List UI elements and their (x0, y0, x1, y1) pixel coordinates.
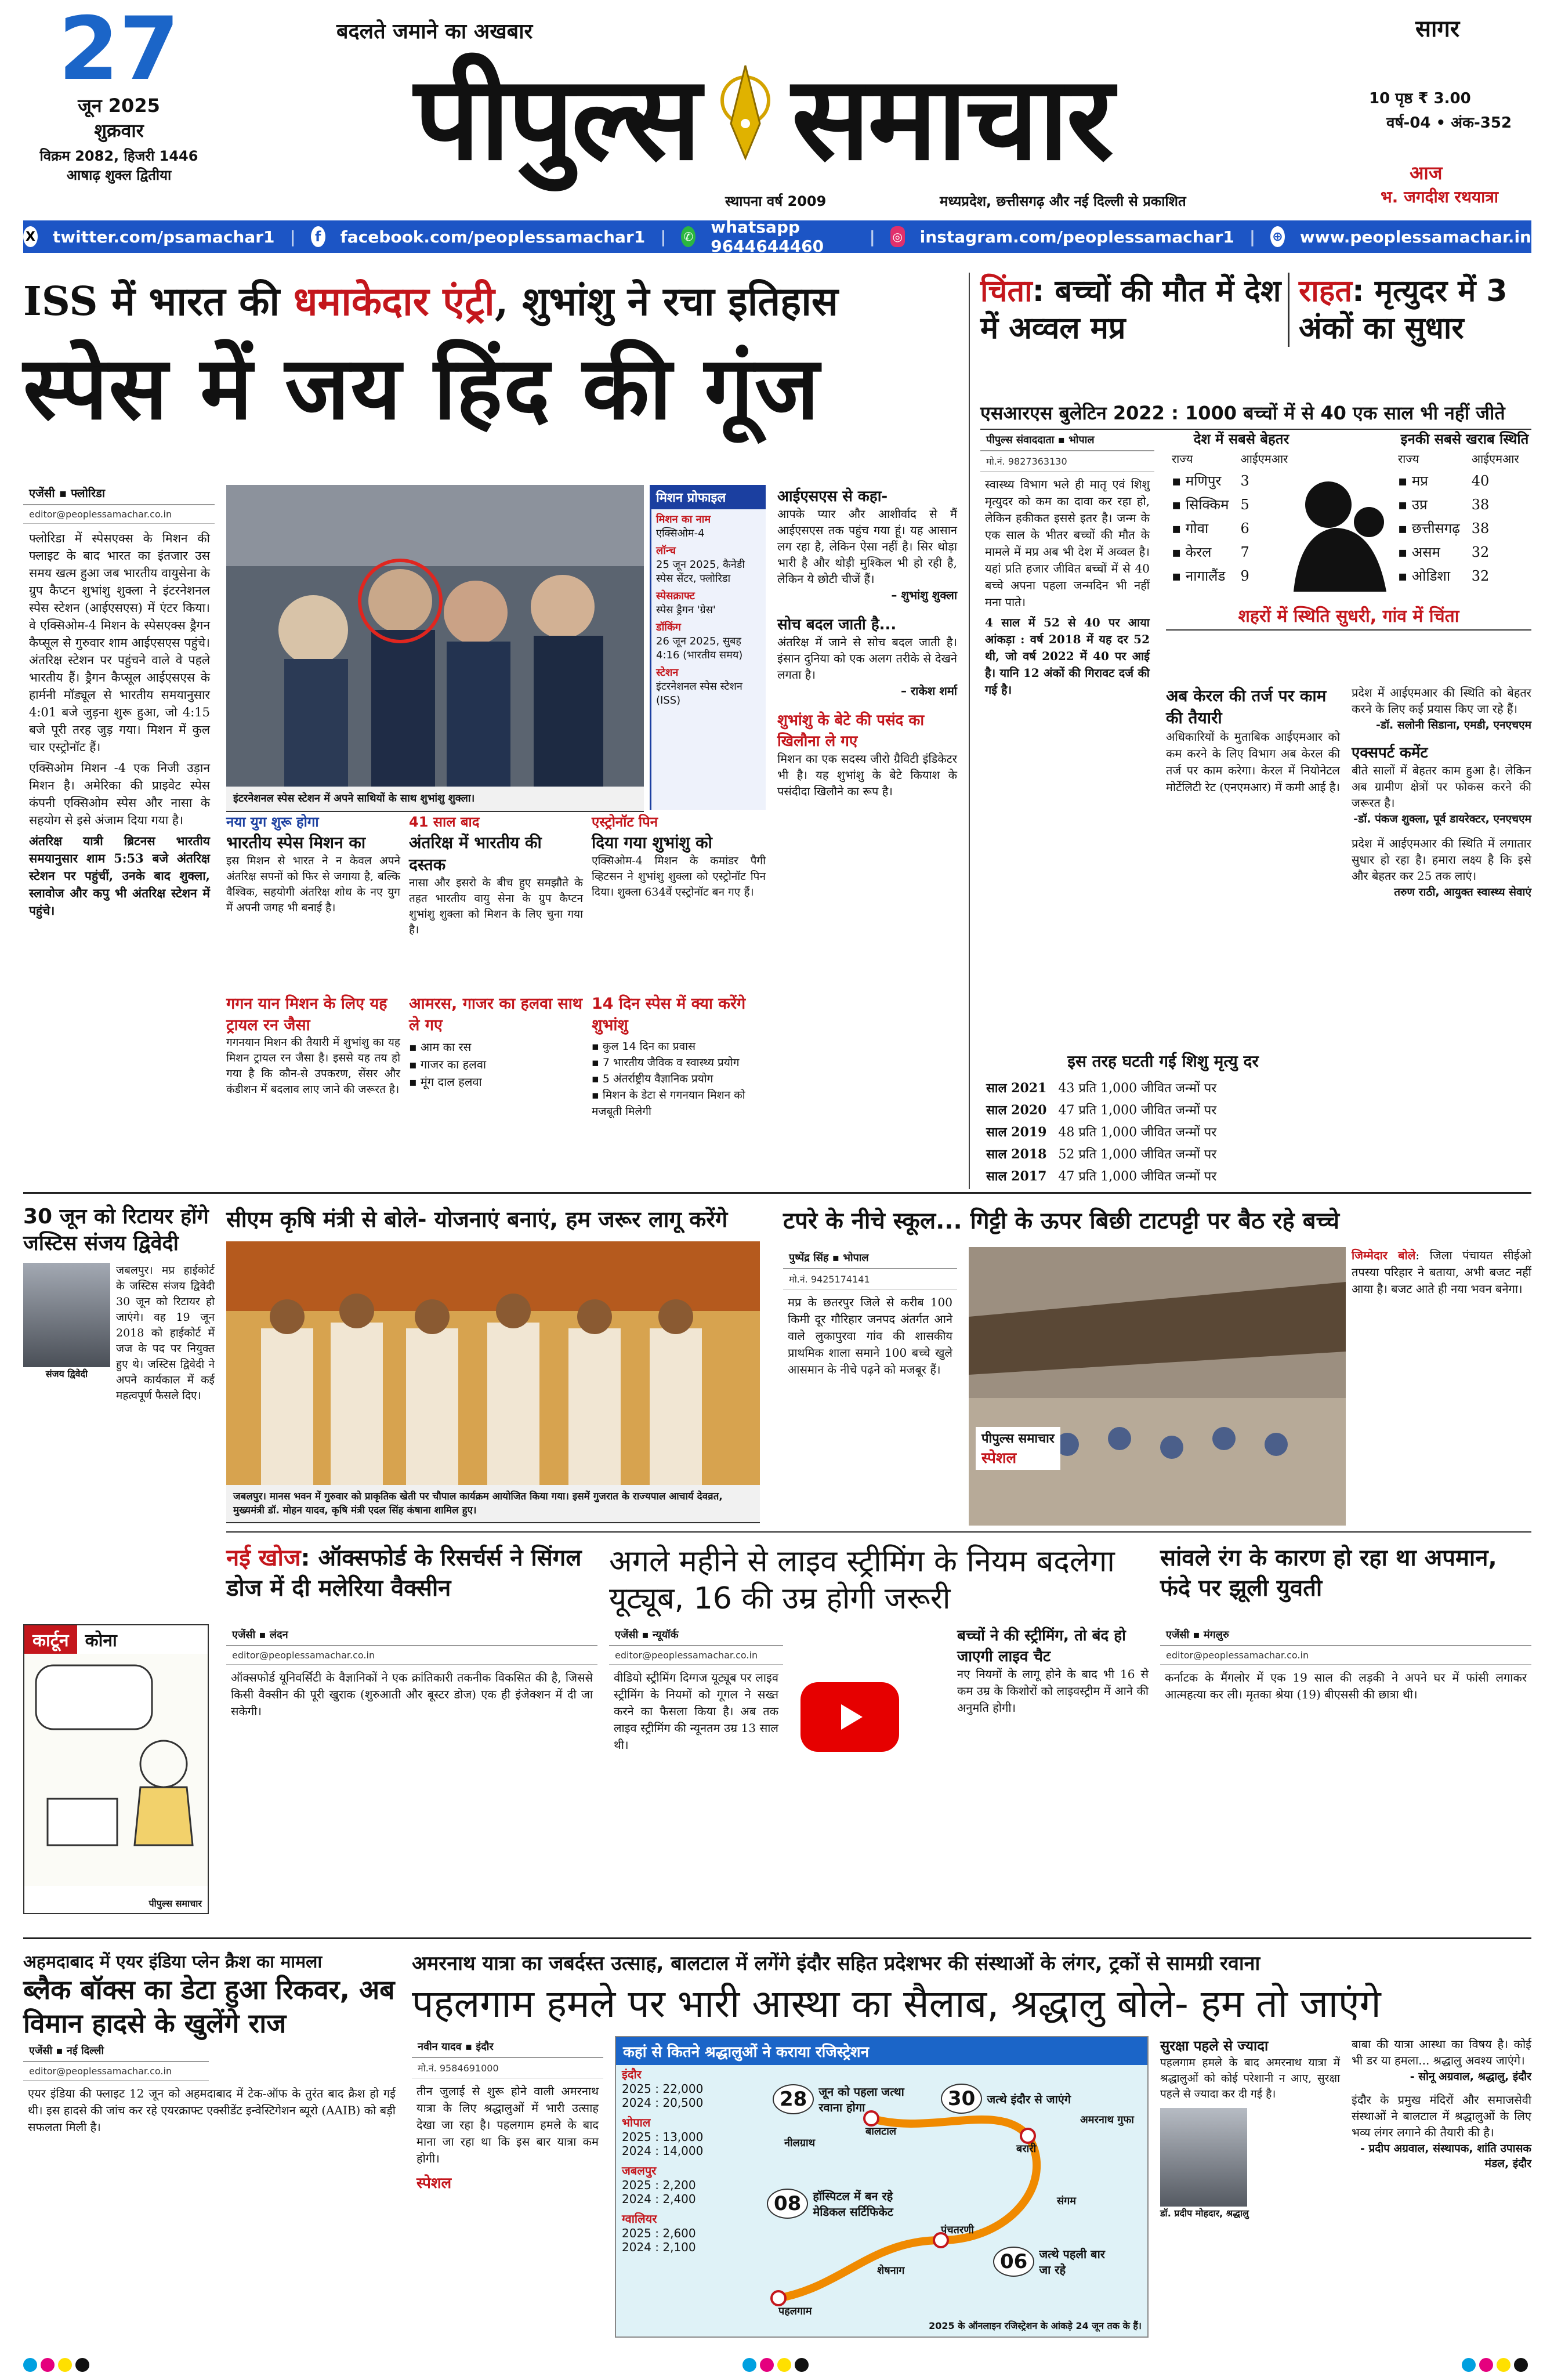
table-row: ▪ उप्र 38 (1398, 496, 1490, 513)
justice-photo (23, 1263, 110, 1367)
profile-title: मिशन प्रोफाइल (651, 485, 766, 509)
cm-photo (226, 1241, 760, 1485)
health-subhead: एसआरएस बुलेटिन 2022 : 1000 बच्चों में से 40 एक साल भी नहीं जीते (980, 400, 1531, 430)
sub-story-2: 41 साल बाद अंतरिक्ष में भारतीय की दस्तक नासा और इसरो के बीच हुए समझौते के तहत भारतीय वायु सेना के ग्रुप कैप्टन शुभांशु शुक्ला को मिशन के लिए चुना गया है। (409, 814, 583, 936)
lead-kicker: ISS में भारत की धमाकेदार एंट्री, शुभांशु ने रचा इतिहास (23, 278, 838, 325)
lead-quotes: आईएसएस से कहा- आपके प्यार और आशीर्वाद से मैं आईएसएस तक पहुंच गया हूं। यह आसान लग रहा है, लेकिन ऐसा नहीं है। सिर थोड़ा भारी है और थोड़ी मुश्किल भी हो रही है, लेकिन ये छोटी चीजें हैं। – शुभांशु शुक्ला सोच बदल जाती है... अंतरिक्ष में जाने से सोच बदल जाती है। इंसान दुनिया को एक अलग तरीके से देखने लगता है। – राकेश शर्मा शुभांशु के बेटे की पसंद का खिलौना ले गए मिशन का एक सदस्य जीरो ग्रैविटी इंडिकेटर भी है। यह शुभांशु के बेटे कियाश के पसंदीदा खिलौने का रूप है। (777, 488, 957, 798)
cm-headline: सीएम कृषि मंत्री से बोले- योजनाएं बनाएं, हम जरूर लागू करेंगे (226, 1207, 728, 1232)
city-block: ग्वालियर 2025 : 2,600 2024 : 2,100 (622, 2212, 696, 2254)
health-text: पीपुल्स संवाददाता ▪ भोपाल मो.नं. 9827363130 स्वास्थ्य विभाग भले ही मातृ एवं शिशु मृत्युदर को कम का दावा कर रहा हो, लेकिन हकीकत इससे इतर है। जन्म के एक साल के भीतर बच्चों की मौत के मामले में मप्र अब भी देश में अव्वल है। यहां प्रति हजार जीवित बच्चों में से 40 बच्चे अपना पहला जन्मदिन भी नहीं मना पाते। 4 साल में 52 से 40 पर आया आंकड़ा : वर्ष 2018 में यह दर 52 थी, जो वर्ष 2022 में 40 पर आई है। यानि 12 अंकों की गिरावट दर्ज की गई है। (980, 429, 1154, 707)
school-text: पुष्पेंद्र सिंह ▪ भोपाल मो.नं. 9425174141 मप्र के छतरपुर जिले से करीब 100 किमी दूर गौरिहार जनपद अंतर्गत आने वाले लुकापुरवा गांव की शासकीय प्राथमिक शाला समाने 100 बच्चे खुले आसमान के नीचे पढ़ने को मजबूर हैं। (783, 1247, 957, 1383)
facebook-icon: f (311, 226, 325, 247)
lead-headline: स्पेस में जय हिंद की गूंज (23, 338, 821, 439)
sub-story-5: आमरस, गाजर का हलवा साथ ले गए ▪ आम का रस ▪ गाजर का हलवा ▪ मूंग दाल हलवा (409, 992, 583, 1091)
worst-states-table: इनकी सबसे खराब स्थिति राज्य आईएमआर ▪ मप्र 40 ▪ उप्र 38 ▪ छत्तीसगढ़ 38 ▪ असम 32 ▪ ओडिशा 32 (1392, 429, 1537, 588)
table-row: साल 2017 47 प्रति 1,000 जीवित जन्मों पर (986, 1169, 1217, 1184)
city-block: भोपाल 2025 : 13,000 2024 : 14,000 (622, 2115, 704, 2158)
table-row: साल 2018 52 प्रति 1,000 जीवित जन्मों पर (986, 1147, 1217, 1162)
health-headline-2: राहत: मृत्युदर में 3 अंकों का सुधार (1288, 273, 1531, 347)
whatsapp-link[interactable]: whatsapp 9644644460 (711, 218, 824, 256)
tithi: आषाढ़ शुक्ल द्वितीया (66, 167, 172, 183)
list-item: ▪ कुल 14 दिन का प्रवास (592, 1040, 696, 1053)
health-headline-1: चिंता: बच्चों की मौत में देश में अव्वल मप्र (980, 274, 1281, 346)
youtube-text: एजेंसी ▪ न्यूयॉर्क editor@peoplessamachar.co.in वीडियो स्ट्रीमिंग दिग्गज यूट्यूब पर लाइव स्ट्रीमिंग के नियमों को गूगल ने सख्त करने का फैसला किया है। अब तक लाइव स्ट्रीमिंग की न्यूनतम उम्र 13 साल थी। (609, 1624, 783, 1758)
date-month: जून 2025 (78, 95, 160, 117)
sub-story-1: नया युग शुरू होगा भारतीय स्पेस मिशन का इस मिशन से भारत ने न केवल अपने अंतरिक्ष सपनों को फिर से जगाया है, बल्कि वैश्विक, सहयोगी अंतरिक्ष शोध के नए युग में अपनी जगह भी बनाई है। (226, 814, 400, 914)
pages-price: 10 पृष्ठ ₹ 3.00 (1369, 90, 1471, 107)
date-day: 27 (58, 0, 180, 100)
cartoon-box: कार्टून कोना पीपुल्स समाचार (23, 1624, 209, 1914)
lead-body-b: एक्सिओम मिशन -4 एक निजी उड़ान मिशन है। अमेरिका की प्राइवेट स्पेस कंपनी एक्सिओम स्पेस और नासा के सहयोग से इसे अंजाम दिया गया है। (29, 761, 210, 827)
table-row: साल 2021 43 प्रति 1,000 जीवित जन्मों पर (986, 1081, 1217, 1096)
best-states-table: देश में सबसे बेहतर राज्य आईएमआर ▪ मणिपुर 3 ▪ सिक्किम 5 ▪ गोवा 6 ▪ केरल 7 ▪ नागालैंड 9 (1166, 429, 1317, 588)
instagram-link[interactable]: instagram.com/peoplessamachar1 (919, 227, 1234, 247)
table-row: ▪ मणिपुर 3 (1172, 472, 1249, 489)
list-item: ▪ मिशन के डेटा से गगनयान मिशन को मजबूती मिलेगी (592, 1089, 745, 1118)
youtube-logo-icon (800, 1682, 899, 1752)
table-row: साल 2020 47 प्रति 1,000 जीवित जन्मों पर (986, 1103, 1217, 1118)
list-item: ▪ मूंग दाल हलवा (409, 1075, 482, 1089)
sub-story-6: 14 दिन स्पेस में क्या करेंगे शुभांशु ▪ कुल 14 दिन का प्रवास ▪ 7 भारतीय जैविक व स्वास्थ्य प्रयोग ▪ 5 अंतर्राष्ट्रीय वैज्ञानिक प्रयोग ▪ मिशन के डेटा से गगनयान मिशन को मजबूती मिलेगी (592, 992, 766, 1120)
social-bar: X twitter.com/psamachar1 | f facebook.com/peoplessamachar1 | ✆ whatsapp 9644644460 | ◎ instagram.com/peoplessamachar1 | ⊕ www.peoplessamachar.in (23, 220, 1531, 253)
table-row: ▪ छत्तीसगढ़ 38 (1398, 520, 1490, 537)
amarnath-text: नवीन यादव ▪ इंदौर मो.नं. 9584691000 तीन जुलाई से शुरू होने वाली अमरनाथ यात्रा के लिए श्रद्धालुओं में भारी उत्साह देखा जा रहा है। पहलगाम हमले के बाद माना जा रहा था कि इस बार यात्रा कम होगी। स्पेशल (412, 2036, 603, 2193)
list-item: ▪ आम का रस (409, 1040, 472, 1054)
color-registration-strip (23, 2358, 1531, 2375)
city-block: इंदौर 2025 : 22,000 2024 : 20,500 (622, 2067, 704, 2110)
sub-story-3: एस्ट्रोनॉट पिन दिया गया शुभांशु को एक्सिओम-4 मिशन के कमांडर पैगी व्हिटसन ने शुभांशु शुक्ला को एस्ट्रोनॉट पिन दिया। शुक्ला 634वें एस्ट्रोनॉट बन गए हैं। (592, 814, 766, 899)
pen-nib-icon (705, 54, 786, 172)
website-link[interactable]: www.peoplessamachar.in (1299, 227, 1531, 247)
regions: मध्यप्रदेश, छत्तीसगढ़ और नई दिल्ली से प्रकाशित (940, 193, 1186, 209)
table-row: साल 2019 48 प्रति 1,000 जीवित जन्मों पर (986, 1125, 1217, 1140)
list-item: ▪ 7 भारतीय जैविक व स्वास्थ्य प्रयोग (592, 1056, 740, 1069)
globe-icon: ⊕ (1270, 226, 1285, 247)
date-block (23, 0, 215, 215)
aaj-label: आज (1410, 162, 1443, 184)
kerala-box: अब केरल की तर्ज पर काम की तैयारी अधिकारियों के मुताबिक आईएमआर को कम करने के लिए विभाग अब केरल की तर्ज पर काम करेगा। केरल में नियोनेटल मोर्टेलिटी रेट (एनएमआर) में कमी आई है। (1166, 686, 1340, 794)
malaria-headline: नई खोज: ऑक्सफोर्ड के रिसर्चर्स ने सिंगल डोज में दी मलेरिया वैक्सीन (226, 1545, 582, 1602)
aaj-text: भ. जगदीश रथयात्रा (1381, 187, 1499, 207)
suicide-text: एजेंसी ▪ मंगलुरु editor@peoplessamachar.co.in कर्नाटक के मैंगलोर में एक 19 साल की लड़की ने अपने घर में फांसी लगाकर आत्महत्या कर ली। मृतका श्रेया (19) बीएससी की छात्रा थी। (1160, 1624, 1531, 1708)
table-row: ▪ मप्र 40 (1398, 472, 1490, 489)
amarnath-graphic: कहां से कितने श्रद्धालुओं ने कराया रजिस्ट्रेशन इंदौर 2025 : 22,000 2024 : 20,500 भोपाल 2025 : 13,000 2024 : 14,000 जबलपुर 2025 : 2,200 2024 : 2,400 ग्वालियर 2025 : 2,600 2024 : 2,100 28 जून को पहला जत्था रवाना होगा 30 जत्थे इंदौर से जाएंगे 08 हॉस्पिटल में बन रहे मेडिकल सर्टिफिकेट 06 जत्थे पहली बार जा रहे नीलग्राथ बालटाल बरारी अमरनाथ गुफा संगम पंचतरणी शेषनाग पहलगाम 2025 के ऑनलाइन रजिस्ट्रेशन के आंकड़े 24 जून तक के हैं। (615, 2036, 1149, 2338)
city-block: जबलपुर 2025 : 2,200 2024 : 2,400 (622, 2164, 696, 2206)
table-row: ▪ असम 32 (1398, 544, 1490, 560)
iss-photo (226, 485, 644, 787)
list-item: ▪ 5 अंतर्राष्ट्रीय वैज्ञानिक प्रयोग (592, 1073, 713, 1085)
established: स्थापना वर्ष 2009 (725, 193, 827, 209)
table-row: ▪ ओडिशा 32 (1398, 567, 1490, 584)
cartoon-drawing (24, 1654, 208, 1886)
lead-body: फ्लोरिडा में स्पेसएक्स के मिशन की फ्लाइट के बाद भारत का इंतजार उस समय खत्म हुआ जब भारतीय वायुसेना के ग्रुप कैप्टन शुभांशु शुक्ला ने इंटरनेशनल स्पेस स्टेशन (आईएसएस) में एंटर किया। वे एक्सिओम-4 मिशन के स्पेसएक्स ड्रैगन कैप्सूल से गुरुवार शाम आईएसएस पहुंचे। अंतरिक्ष स्टेशन पर पहुंचने वाले वे पहले भारतीय हैं। ड्रैगन कैप्सूल आईएसएस के हार्मनी मॉड्यूल से भारतीय समयानुसार 4:01 बजे जुड़ना शुरू हुआ, जो 4:15 बजे पूरी तरह जुड़ गया। मिशन में कुल चार एस्ट्रोनॉट हैं। (29, 531, 210, 754)
logo-text-right: समाचार (791, 50, 1111, 186)
justice-headline: 30 जून को रिटायर होंगे जस्टिस संजय द्विवेदी (23, 1205, 209, 1255)
mission-profile: मिशन प्रोफाइल मिशन का नाम एक्सिओम-4 लॉन्च 25 जून 2025, कैनेडी स्पेस सेंटर, फ्लोरिडा स्पेसक्राफ्ट स्पेस ड्रैगन 'ग्रेस' डॉकिंग 26 जून 2025, सुबह 4:16 (भारतीय समय) स्टेशन इंटरनेशनल स्पेस स्टेशन (ISS) (650, 485, 766, 810)
list-item: ▪ गाजर का हलवा (409, 1057, 487, 1071)
lead-timebox: अंतरिक्ष यात्री ब्रिटनस भारतीय समयानुसार शाम 5:53 बजे अंतरिक्ष स्टेशन पर पहुंचीं, उनके बाद शुक्ला, स्लावोज और कपु भी अंतरिक्ष स्टेशन में पहुंचे। (29, 834, 210, 918)
city-name: सागर (1415, 16, 1460, 42)
health-banner: शहरों में स्थिति सुधरी, गांव में चिंता (1166, 603, 1531, 631)
amarnath-headline: पहलगाम हमले पर भारी आस्था का सैलाब, श्रद्धालु बोले- हम तो जाएंगे (412, 1981, 1381, 2026)
school-side: जिम्मेदार बोले: जिला पंचायत सीईओ तपस्या परिहार ने बताया, अभी बजट नहीं आया है। बजट आते ही नया भवन बनेगा। (1352, 1248, 1531, 1296)
sub-story-4: गगन यान मिशन के लिए यह ट्रायल रन जैसा गगनयान मिशन की तैयारी में शुभांशु का यह मिशन ट्रायल रन जैसा है। इससे यह तय हो गया है कि कौन-से उपकरण, सेंसर और कंडीशन में बदलाव लाए जाने की जरूरत है। (226, 995, 400, 1096)
samvat: विक्रम 2082, हिजरी 1446 (39, 148, 198, 164)
masthead-tagline: बदलते जमाने का अखबार (336, 20, 533, 44)
table-row: ▪ सिक्किम 5 (1172, 496, 1249, 513)
mother-baby-silhouette (1276, 464, 1404, 592)
year-issue: वर्ष-04 • अंक-352 (1386, 114, 1512, 132)
lead-byline: एजेंसी ▪ फ्लोरिडा (23, 481, 215, 505)
imr-trend: इस तरह घटती गई शिशु मृत्यु दर साल 2021 43 प्रति 1,000 जीवित जन्मों पर साल 2020 47 प्रति 1,000 जीवित जन्मों पर साल 2019 48 प्रति 1,000 जीवित जन्मों पर साल 2018 52 प्रति 1,000 जीवित जन्मों पर साल 2017 47 प्रति 1,000 जीवित जन्मों पर (980, 1050, 1346, 1187)
school-headline: टपरे के नीचे स्कूल... गिट्टी के ऊपर बिछी टाटपट्टी पर बैठ रहे बच्चे (783, 1208, 1340, 1234)
expert-column: प्रदेश में आईएमआर की स्थिति को बेहतर करने के लिए कई प्रयास किए जा रहे हैं। -डॉ. सलोनी सिडाना, एमडी, एनएचएम एक्सपर्ट कमेंट बीते सालों में बेहतर काम हुआ है। लेकिन अब ग्रामीण क्षेत्रों पर फोकस करने की जरूरत है। -डॉ. पंकज शुक्ला, पूर्व डायरेक्टर, एनएचएम प्रदेश में आईएमआर की स्थिति में लगातार सुधार हो रहा है। हमारा लक्ष्य है कि इसे और बेहतर कर 25 तक लाएं। तरुण राठी, आयुक्त स्वास्थ्य सेवाएं (1352, 686, 1531, 899)
table-row: ▪ नागालैंड 9 (1172, 567, 1249, 584)
instagram-icon: ◎ (890, 226, 905, 247)
lead-email: editor@peoplessamachar.co.in (23, 505, 215, 524)
person-photo (1160, 2108, 1247, 2207)
aircrash-story: अहमदाबाद में एयर इंडिया प्लेन क्रैश का मामला ब्लैक बॉक्स का डेटा हुआ रिकवर, अब विमान हादसे के खुलेंगे राज एजेंसी ▪ नई दिल्ली editor@peoplessamachar.co.in एयर इंडिया की फ्लाइट 12 जून को अहमदाबाद में टेक-ऑफ के तुरंत बाद क्रैश हो गई थी। इस हादसे की जांच कर रहे एयरक्राफ्ट एक्सीडेंट इन्वेस्टिगेशन ब्यूरो (AAIB) को बड़ी सफलता मिली है। (23, 1952, 396, 2134)
youtube-box: बच्चों ने की स्ट्रीमिंग, तो बंद हो जाएगी लाइव चैट नए नियमों के लागू होने के बाद भी 16 से कम उम्र के किशोरों को लाइवस्ट्रीम में आने की अनुमति होगी। (957, 1627, 1149, 1715)
amarnath-quotes: बाबा की यात्रा आस्था का विषय है। कोई भी डर या हमला... श्रद्धालु अवश्य जाएंगे। - सोनू अग्रवाल, श्रद्धालु, इंदौर इंदौर के प्रमुख मंदिरों और समाजसेवी संस्थाओं ने बालटाल में श्रद्धालुओं के लिए भव्य लंगर लगाने की तैयारी की है। - प्रदीप अग्रवाल, संस्थापक, शांति उपासक मंडल, इंदौर (1352, 2037, 1531, 2170)
lead-byline-block (23, 481, 215, 923)
iss-photo-caption: इंटरनेशनल स्पेस स्टेशन में अपने साथियों के साथ शुभांशु शुक्ला। (226, 787, 644, 812)
lead-kicker-highlight: धमाकेदार एंट्री (293, 278, 495, 325)
justice-story: 30 जून को रिटायर होंगे जस्टिस संजय द्विवेदी संजय द्विवेदी जबलपुर। मप्र हाईकोर्ट के जस्टिस संजय द्विवेदी 30 जून को रिटायर हो जाएंगे। वह 19 जून 2018 को हाईकोर्ट में जज के पद पर नियुक्त हुए थे। जस्टिस द्विवेदी ने अपने कार्यकाल में कई महत्वपूर्ण फैसले दिए। (23, 1205, 215, 1402)
twitter-link[interactable]: twitter.com/psamachar1 (52, 227, 275, 247)
youtube-headline: अगले महीने से लाइव स्ट्रीमिंग के नियम बदलेगा यूट्यूब, 16 की उम्र होगी जरूरी (609, 1544, 1115, 1616)
facebook-link[interactable]: facebook.com/peoplessamachar1 (340, 227, 646, 247)
masthead-logo (273, 41, 1253, 186)
table-row: ▪ केरल 7 (1172, 544, 1249, 560)
weekday: शुक्रवार (94, 119, 144, 142)
table-row: ▪ गोवा 6 (1172, 520, 1249, 537)
amarnath-safety: सुरक्षा पहले से ज्यादा पहलगाम हमले के बाद अमरनाथ यात्रा में श्रद्धालुओं को कोई परेशानी न आए, सुरक्षा पहले से ज्यादा कर दी गई है। डॉ. प्रदीप मोहदार, श्रद्धालु (1160, 2038, 1340, 2219)
whatsapp-icon: ✆ (681, 226, 696, 247)
malaria-text: एजेंसी ▪ लंदन editor@peoplessamachar.co.in ऑक्सफोर्ड यूनिवर्सिटी के वैज्ञानिकों ने एक क्रांतिकारी तकनीक विकसित की है, जिससे किसी वैक्सीन की पूरी खुराक (शुरुआती और बूस्टर डोज) एक ही इंजेक्शन में दी जा सकेगी। (226, 1624, 597, 1725)
suicide-headline: सांवले रंग के कारण हो रहा था अपमान, फंदे पर झूली युवती (1160, 1545, 1497, 1602)
logo-text-left: पीपुल्स (414, 50, 699, 186)
school-photo: पीपुल्स समाचार स्पेशल (969, 1247, 1346, 1526)
amarnath-kicker: अमरनाथ यात्रा का जबर्दस्त उत्साह, बालटाल में लगेंगे इंदौर सहित प्रदेशभर की संस्थाओं के लंगर, ट्रकों से सामग्री रवाना (412, 1952, 1260, 1975)
twitter-icon: X (23, 226, 38, 247)
cm-caption: जबलपुर। मानस भवन में गुरुवार को प्राकृतिक खेती पर चौपाल कार्यक्रम आयोजित किया गया। इसमें गुजरात के राज्यपाल आचार्य देवव्रत, मुख्यमंत्री डॉ. मोहन यादव, कृषि मंत्री एदल सिंह कंषाना शामिल हुए। (226, 1485, 760, 1523)
